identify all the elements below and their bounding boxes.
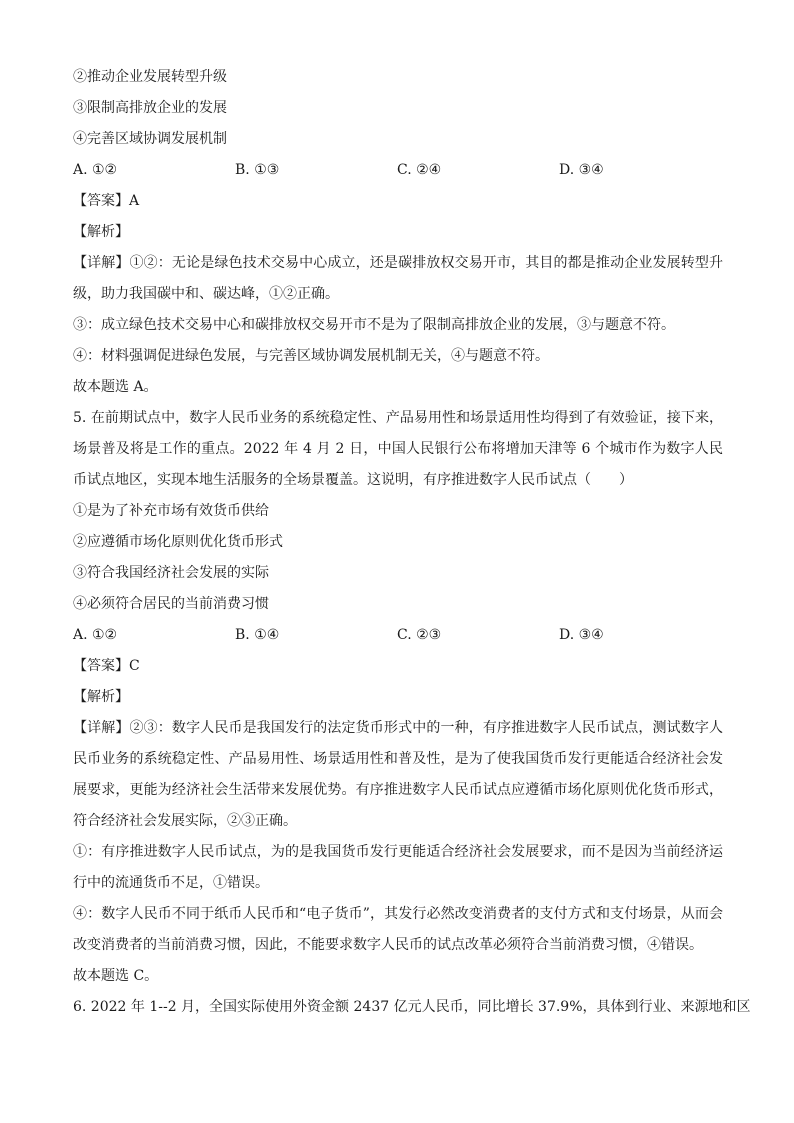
conclusion-line: 故本题选 C。 — [73, 968, 159, 984]
conclusion-line: 故本题选 A。 — [73, 379, 158, 395]
question-stem: 6. 2022 年 1--2 月，全国实际使用外资金额 2437 亿元人民币，同比增长 37.9%，具体到行业、来源地和区 — [73, 999, 751, 1015]
option-1: ①是为了补充市场有效货币供给 — [73, 503, 269, 519]
choice-a: A. ①② — [73, 162, 118, 178]
choice-d: D. ③④ — [559, 162, 604, 178]
choice-row — [73, 155, 723, 186]
document-page — [73, 62, 751, 1023]
detail-paragraph: ④：材料强调促进绿色发展，与完善区域协调发展机制无关，④与题意不符。 — [73, 348, 549, 364]
choice-b: B. ①③ — [235, 162, 280, 178]
answer-line: 【答案】A — [73, 193, 140, 209]
detail-paragraph: ①：有序推进数字人民币试点，为的是我国货币发行更能适合经济社会发展要求，而不是因为当前经济运行中的流通货币不足，①错误。 — [73, 844, 723, 891]
choice-a: A. ①② — [73, 627, 118, 643]
analysis-heading: 【解析】 — [73, 224, 129, 240]
analysis-heading: 【解析】 — [73, 689, 129, 705]
choice-row — [73, 620, 723, 651]
answer-line: 【答案】C — [73, 658, 140, 674]
detail-paragraph: ④：数字人民币不同于纸币人民币和“电子货币”，其发行必然改变消费者的支付方式和支付场景，从而会改变消费者的当前消费习惯，因此，不能要求数字人民币的试点改革必须符合当前消费习惯，④错误。 — [73, 906, 723, 953]
choice-c: C. ②③ — [397, 627, 442, 643]
option-2: ②应遵循市场化原则优化货币形式 — [73, 534, 283, 550]
option-3: ③限制高排放企业的发展 — [73, 100, 227, 116]
detail-paragraph: 【详解】②③：数字人民币是我国发行的法定货币形式中的一种，有序推进数字人民币试点，测试数字人民币业务的系统稳定性、产品易用性、场景适用性和普及性，是为了使我国货币发行更能适合经济社会发展要求，更能为经济社会生活带来发展优势。有序推进数字人民币试点应遵循市场化原则优化货币形式，符合经济社会发展实际，②③正确。 — [73, 720, 723, 829]
choice-c: C. ②④ — [397, 162, 442, 178]
choice-d: D. ③④ — [559, 627, 604, 643]
detail-paragraph: ③：成立绿色技术交易中心和碳排放权交易开市不是为了限制高排放企业的发展，③与题意不符。 — [73, 317, 675, 333]
option-2: ②推动企业发展转型升级 — [73, 69, 227, 85]
option-3: ③符合我国经济社会发展的实际 — [73, 565, 269, 581]
choice-b: B. ①④ — [235, 627, 280, 643]
option-4: ④完善区域协调发展机制 — [73, 131, 227, 147]
option-4: ④必须符合居民的当前消费习惯 — [73, 596, 269, 612]
question-stem: 5. 在前期试点中，数字人民币业务的系统稳定性、产品易用性和场景适用性均得到了有效验证，接下来，场景普及将是工作的重点。2022 年 4 月 2 日，中国人民银行公布将增加天津等 6 个城市作为数字人民币试点地区，实现本地生活服务的全场景覆盖。这说明，有序推进数字人民币试点（ ） — [73, 410, 723, 488]
detail-paragraph: 【详解】①②：无论是绿色技术交易中心成立，还是碳排放权交易开市，其目的都是推动企业发展转型升级，助力我国碳中和、碳达峰，①②正确。 — [73, 255, 723, 302]
